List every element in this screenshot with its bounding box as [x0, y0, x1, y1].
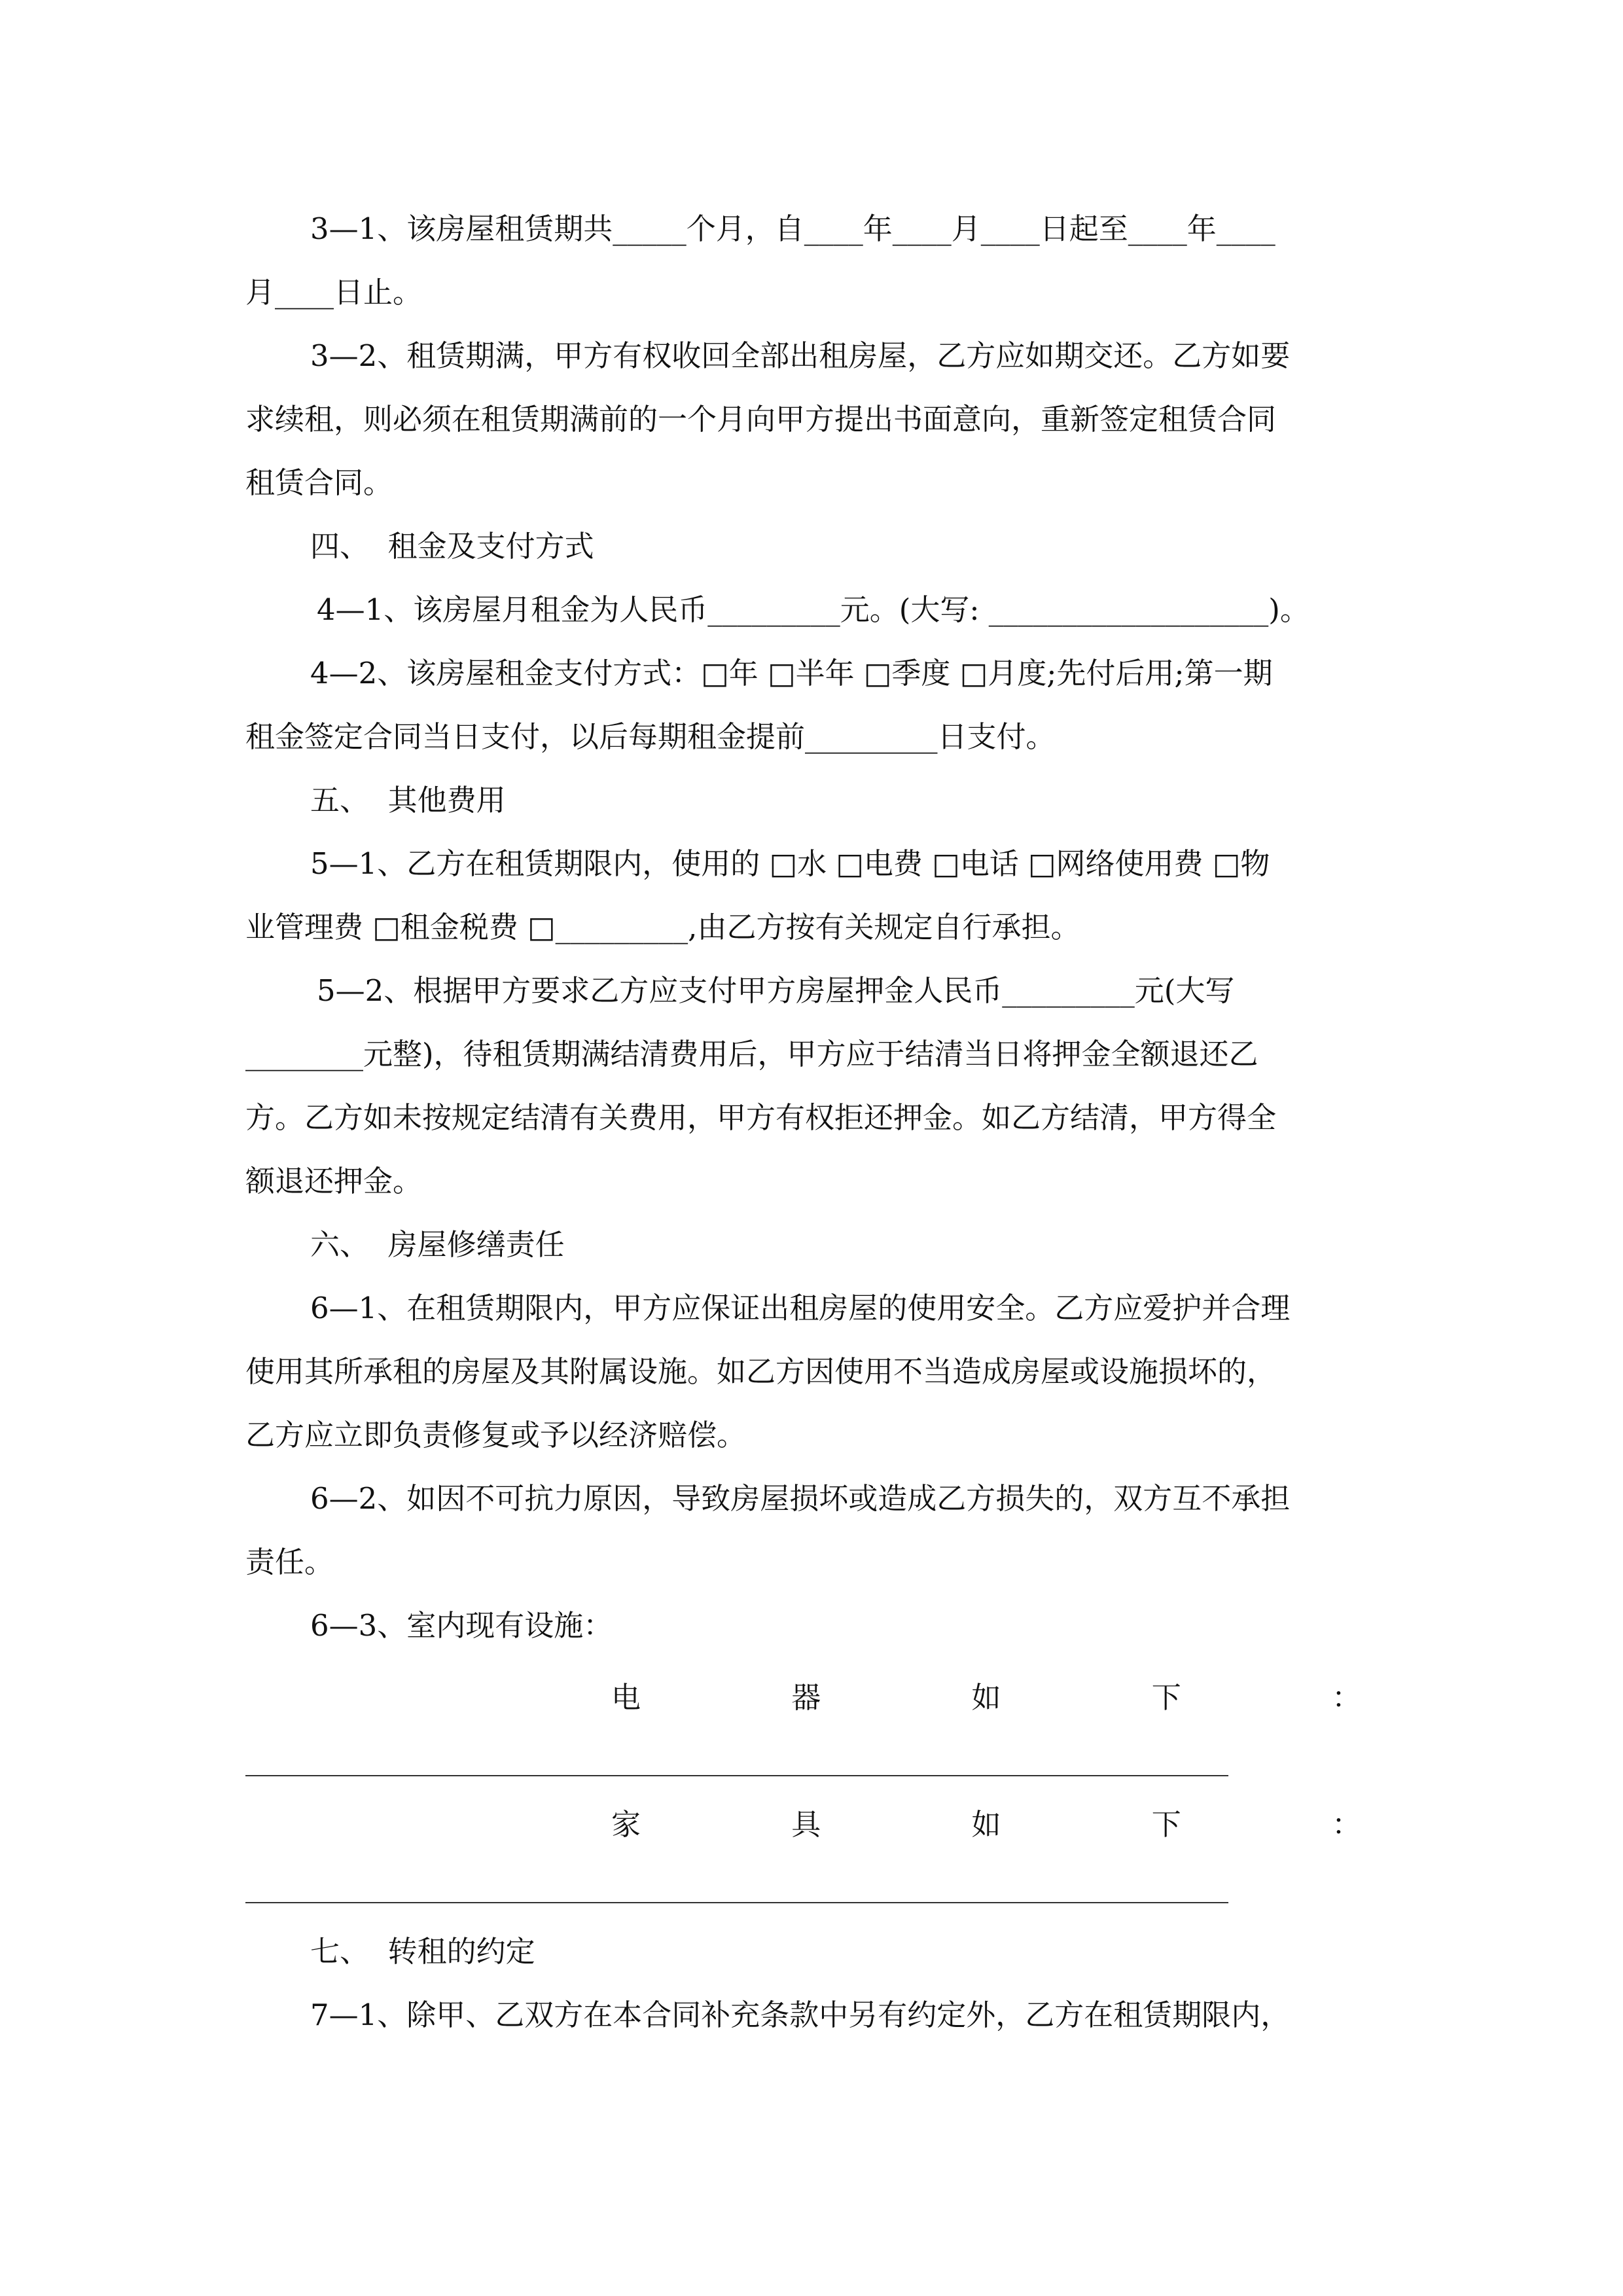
- clause-3-1-line-1: 3—1、该房屋租赁期共_____个月，自____年____月____日起至____年____: [310, 211, 1275, 246]
- clause-6-1-line-1: 6—1、在租赁期限内，甲方应保证出租房屋的使用安全。乙方应爱护并合理: [310, 1291, 1291, 1325]
- section-6-heading: 六、 房屋修缮责任: [310, 1227, 565, 1262]
- section-5-heading: 五、 其他费用: [310, 783, 506, 817]
- clause-4-1-line-1: 4—1、该房屋月租金为人民币_________元。(大写: ___________________)。: [317, 592, 1310, 627]
- clause-4-2-line-2: 租金签定合同当日支付，以后每期租金提前_________日支付。: [245, 719, 1056, 754]
- section-7-heading: 七、 转租的约定: [310, 1934, 535, 1969]
- appliances-char: 电: [611, 1680, 641, 1715]
- clause-5-1-line-2: 业管理费 □租金税费 □_________,由乙方按有关规定自行承担。: [245, 910, 1080, 944]
- clause-4-2-line-1: 4—2、该房屋租金支付方式：□年 □半年 □季度 □月度;先付后用;第一期: [310, 656, 1273, 691]
- furniture-char: ：: [1331, 1807, 1361, 1842]
- clause-5-2-line-1: 5—2、根据甲方要求乙方应支付甲方房屋押金人民币_________元(大写: [317, 973, 1235, 1008]
- clause-6-2-line-2: 责任。: [245, 1545, 334, 1579]
- appliances-fill-line: [245, 1775, 1228, 1776]
- clause-5-2-line-3: 方。乙方如未按规定结清有关费用，甲方有权拒还押金。如乙方结清，甲方得全: [245, 1100, 1277, 1135]
- furniture-char: 具: [791, 1807, 821, 1842]
- furniture-label: [611, 1804, 1361, 1846]
- furniture-fill-line: [245, 1902, 1228, 1903]
- clause-6-1-line-3: 乙方应立即负责修复或予以经济赔偿。: [245, 1418, 747, 1452]
- clause-5-2-line-2: ________元整)，待租赁期满结清费用后，甲方应于结清当日将押金全额退还乙: [245, 1037, 1258, 1071]
- appliances-char: 器: [791, 1680, 821, 1715]
- clause-3-2-line-3: 租赁合同。: [245, 465, 393, 500]
- appliances-char: 如: [971, 1680, 1001, 1715]
- clause-5-2-line-4: 额退还押金。: [245, 1164, 423, 1198]
- furniture-char: 如: [971, 1807, 1001, 1842]
- clause-7-1-line-1: 7—1、除甲、乙双方在本合同补充条款中另有约定外，乙方在租赁期限内，: [310, 1998, 1291, 2032]
- clause-3-1-line-2: 月____日止。: [245, 275, 423, 310]
- section-4-heading: 四、 租金及支付方式: [310, 529, 594, 564]
- furniture-char: 家: [611, 1807, 641, 1842]
- clause-6-3-line-1: 6—3、室内现有设施：: [310, 1608, 613, 1643]
- clause-6-2-line-1: 6—2、如因不可抗力原因，导致房屋损坏或造成乙方损失的，双方互不承担: [310, 1481, 1291, 1516]
- appliances-char: ：: [1331, 1680, 1361, 1715]
- appliances-char: 下: [1151, 1680, 1181, 1715]
- clause-5-1-line-1: 5—1、乙方在租赁期限内，使用的 □水 □电费 □电话 □网络使用费 □物: [310, 846, 1270, 881]
- furniture-char: 下: [1151, 1807, 1181, 1842]
- clause-3-2-line-2: 求续租，则必须在租赁期满前的一个月向甲方提出书面意向，重新签定租赁合同: [245, 402, 1277, 437]
- clause-6-1-line-2: 使用其所承租的房屋及其附属设施。如乙方因使用不当造成房屋或设施损坏的，: [245, 1354, 1277, 1389]
- appliances-label: [611, 1677, 1361, 1719]
- clause-3-2-line-1: 3—2、租赁期满，甲方有权收回全部出租房屋，乙方应如期交还。乙方如要: [310, 338, 1291, 373]
